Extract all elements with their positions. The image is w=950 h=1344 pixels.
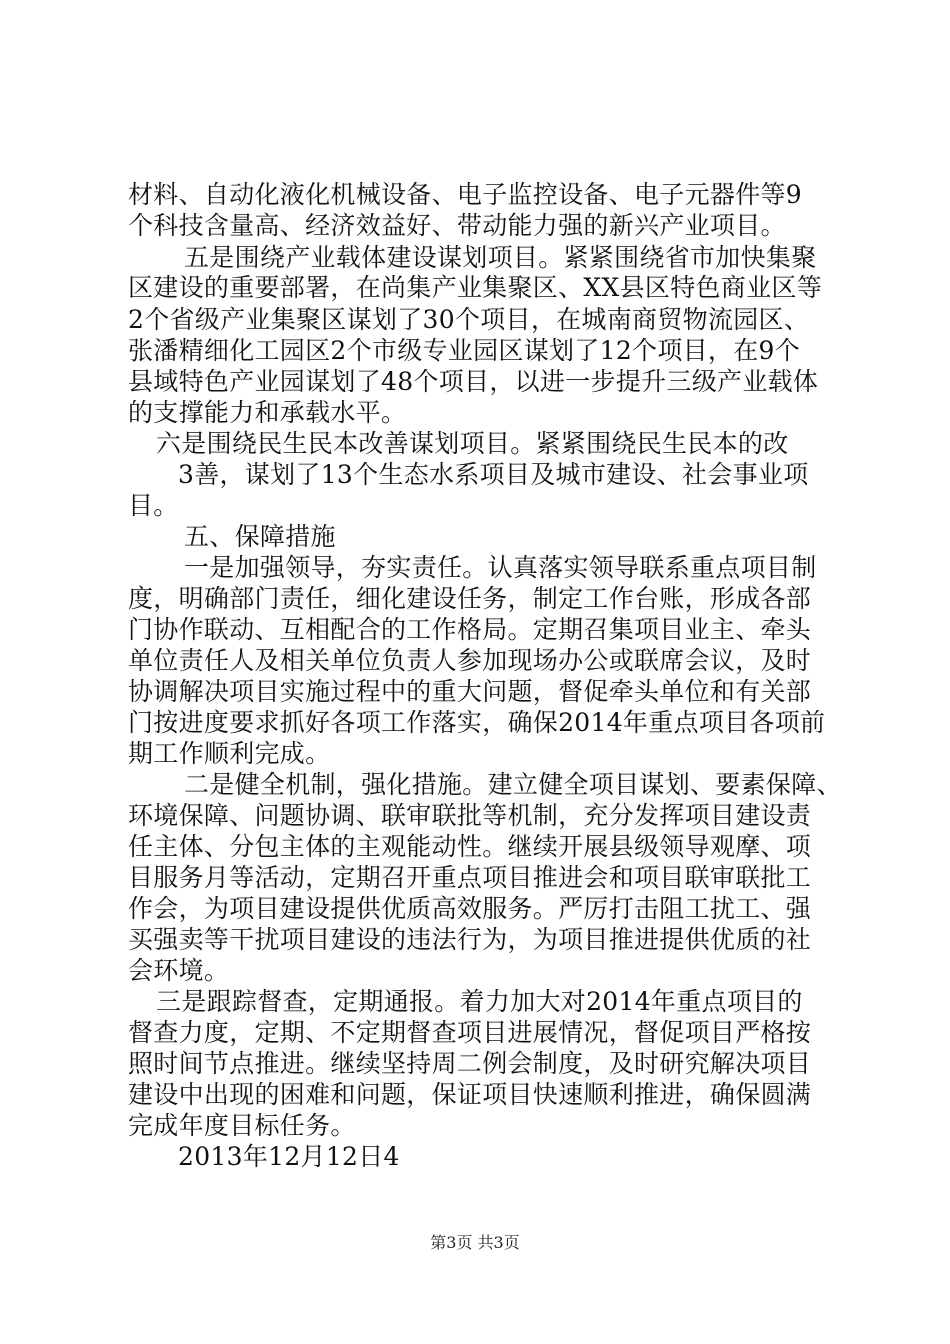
body-line: 六是围绕民生民本改善谋划项目。紧紧围绕民生民本的改 [156, 429, 789, 458]
date-line: 2013年12月12日4 [178, 1142, 400, 1171]
body-line: 会环境。 [128, 956, 230, 985]
body-line: 建设中出现的困难和问题，保证项目快速顺利推进，确保圆满 [128, 1080, 812, 1109]
body-line: 材料、自动化液化机械设备、电子监控设备、电子元器件等9 [128, 180, 803, 209]
body-line: 买强卖等干扰项目建设的违法行为，为项目推进提供优质的社 [128, 925, 812, 954]
body-line: 作会，为项目建设提供优质高效服务。严厉打击阻工扰工、强 [128, 894, 812, 923]
section-heading: 五、保障措施 [184, 522, 336, 551]
body-line: 督查力度，定期、不定期督查项目进展情况，督促项目严格按 [128, 1018, 812, 1047]
body-line: 环境保障、问题协调、联审联批等机制，充分发挥项目建设责 [128, 801, 812, 830]
body-line: 协调解决项目实施过程中的重大问题，督促牵头单位和有关部 [128, 677, 812, 706]
body-line: 完成年度目标任务。 [128, 1111, 356, 1140]
body-line: 3善，谋划了13个生态水系项目及城市建设、社会事业项 [178, 460, 809, 489]
body-line: 门协作联动、互相配合的工作格局。定期召集项目业主、牵头 [128, 615, 812, 644]
body-line: 二是健全机制，强化措施。建立健全项目谋划、要素保障、 [184, 770, 842, 799]
body-line: 单位责任人及相关单位负责人参加现场办公或联席会议，及时 [128, 646, 812, 675]
body-line: 门按进度要求抓好各项工作落实，确保2014年重点项目各项前 [128, 708, 826, 737]
page-footer: 第3页 共3页 [430, 1233, 520, 1252]
body-line: 区建设的重要部署，在尚集产业集聚区、XX县区特色商业区等 [128, 273, 822, 302]
body-line: 任主体、分包主体的主观能动性。继续开展县级领导观摩、项 [128, 832, 812, 861]
body-line: 个科技含量高、经济效益好、带动能力强的新兴产业项目。 [128, 211, 786, 240]
body-line: 张潘精细化工园区2个市级专业园区谋划了12个项目，在9个 [128, 336, 801, 365]
body-line: 2个省级产业集聚区谋划了30个项目，在城南商贸物流园区、 [128, 305, 810, 334]
body-line: 期工作顺利完成。 [128, 739, 331, 768]
body-line: 三是跟踪督查，定期通报。着力加大对2014年重点项目的 [156, 987, 803, 1016]
body-line: 五是围绕产业载体建设谋划项目。紧紧围绕省市加快集聚 [184, 243, 817, 272]
body-line: 的支撑能力和承载水平。 [128, 398, 407, 427]
body-line: 目服务月等活动，定期召开重点项目推进会和项目联审联批工 [128, 863, 812, 892]
body-line: 县域特色产业园谋划了48个项目，以进一步提升三级产业载体 [128, 367, 819, 396]
body-line: 照时间节点推进。继续坚持周二例会制度，及时研究解决项目 [128, 1049, 812, 1078]
body-line: 一是加强领导，夯实责任。认真落实领导联系重点项目制 [184, 553, 817, 582]
body-line: 目。 [128, 491, 179, 520]
body-line: 度，明确部门责任，细化建设任务，制定工作台账，形成各部 [128, 584, 812, 613]
